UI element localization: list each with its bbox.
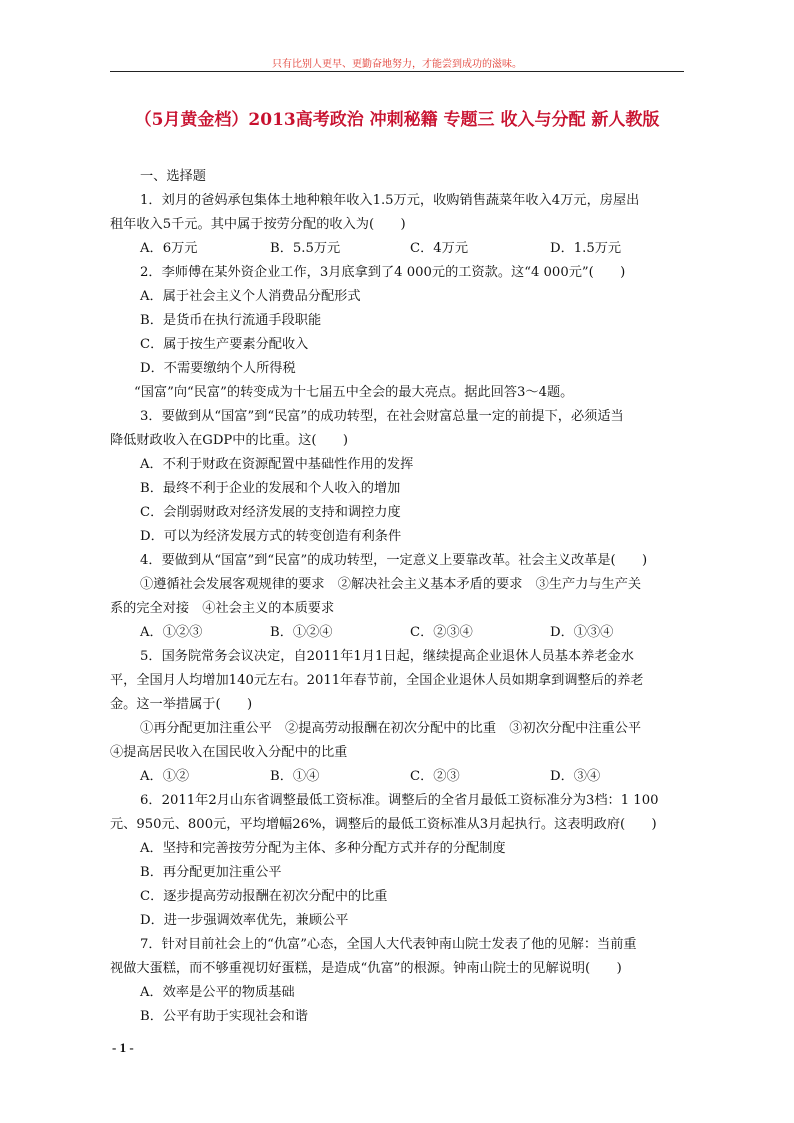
q6-option-d: D．进一步强调效率优先，兼顾公平 xyxy=(140,913,349,928)
q5-options xyxy=(110,765,684,789)
q5-statements: ①再分配更加注重公平 ②提高劳动报酬在初次分配中的比重 ③初次分配中注重公平 xyxy=(140,721,642,736)
q2-option-c: C．属于按生产要素分配收入 xyxy=(140,337,309,352)
q4-options xyxy=(110,621,684,645)
q6-text: 6．2011年2月山东省调整最低工资标准。调整后的全省月最低工资标准分为3档：1 100 xyxy=(140,793,659,808)
page-number: - 1 - xyxy=(112,1040,134,1055)
q4-statements: ①遵循社会发展客观规律的要求 ②解决社会主义基本矛盾的要求 ③生产力与生产关 xyxy=(140,577,642,592)
q5-text-cont: 平，全国月人均增加140元左右。2011年春节前，全国企业退休人员如期拿到调整后的养老 xyxy=(110,673,644,688)
q7-text-cont: 视做大蛋糕，而不够重视切好蛋糕，是造成“仇富”的根源。钟南山院士的见解说明( ) xyxy=(110,961,622,976)
q6-text-cont: 元、950元、800元，平均增幅26%，调整后的最低工资标准从3月起执行。这表明政府( ) xyxy=(110,817,657,832)
q6-option-a: A．坚持和完善按劳分配为主体、多种分配方式并存的分配制度 xyxy=(140,841,506,856)
q3-option-c: C．会削弱财政对经济发展的支持和调控力度 xyxy=(140,505,401,520)
q5-text-cont2: 金。这一举措属于( ) xyxy=(110,697,253,712)
q5-statements-cont: ④提高居民收入在国民收入分配中的比重 xyxy=(110,745,348,760)
q2-option-a: A．属于社会主义个人消费品分配形式 xyxy=(140,289,361,304)
q7-option-b: B．公平有助于实现社会和谐 xyxy=(140,1009,308,1024)
q4-text: 4．要做到从“国富”到“民富”的成功转型，一定意义上要靠改革。社会主义改革是( ) xyxy=(140,553,648,568)
q6-option-b: B．再分配更加注重公平 xyxy=(140,865,282,880)
q3-text: 3．要做到从“国富”到“民富”的成功转型，在社会财富总量一定的前提下，必须适当 xyxy=(140,409,624,424)
q6-option-c: C．逐步提高劳动报酬在初次分配中的比重 xyxy=(140,889,388,904)
q3-q4-intro: “国富”向“民富”的转变成为十七届五中全会的最大亮点。据此回答3～4题。 xyxy=(134,385,574,400)
q2-text: 2．李师傅在某外资企业工作，3月底拿到了4 000元的工资款。这“4 000元”( ) xyxy=(140,265,626,280)
q5-option-a: A．①② xyxy=(140,769,190,784)
q4-option-d: D．①③④ xyxy=(550,625,614,640)
q4-statements-cont: 系的完全对接 ④社会主义的本质要求 xyxy=(110,601,335,616)
q2-option-d: D．不需要缴纳个人所得税 xyxy=(140,361,296,376)
q1-option-d: D．1.5万元 xyxy=(550,241,622,256)
q2-option-b: B．是货币在执行流通手段职能 xyxy=(140,313,322,328)
section-heading: 一、选择题 xyxy=(140,169,206,184)
q5-option-c: C．②③ xyxy=(410,769,460,784)
q1-text: 1．刘月的爸妈承包集体土地种粮年收入1.5万元，收购销售蔬菜年收入4万元，房屋出 xyxy=(140,193,640,208)
q5-option-d: D．③④ xyxy=(550,769,601,784)
q7-text: 7．针对目前社会上的“仇富”心态，全国人大代表钟南山院士发表了他的见解：当前重 xyxy=(140,937,637,952)
q3-option-d: D．可以为经济发展方式的转变创造有利条件 xyxy=(140,529,402,544)
q1-option-b: B．5.5万元 xyxy=(270,241,341,256)
document-body xyxy=(110,165,684,1029)
q4-option-a: A．①②③ xyxy=(140,625,203,640)
header-rule xyxy=(110,71,684,72)
header-motto: 只有比别人更早、更勤奋地努力，才能尝到成功的滋味。 xyxy=(272,59,522,70)
q5-option-b: B．①④ xyxy=(270,769,320,784)
q5-text: 5．国务院常务会议决定，自2011年1月1日起，继续提高企业退休人员基本养老金水 xyxy=(140,649,634,664)
q3-text-cont: 降低财政收入在GDP中的比重。这( ) xyxy=(110,433,349,448)
q1-text-cont: 租年收入5千元。其中属于按劳分配的收入为( ) xyxy=(110,217,406,232)
q4-option-b: B．①②④ xyxy=(270,625,333,640)
q1-options xyxy=(110,237,684,261)
q7-option-a: A．效率是公平的物质基础 xyxy=(140,985,295,1000)
q1-option-a: A．6万元 xyxy=(140,241,198,256)
document-title: （5月黄金档）2013高考政治 冲刺秘籍 专题三 收入与分配 新人教版 xyxy=(134,110,660,130)
q3-option-a: A．不利于财政在资源配置中基础性作用的发挥 xyxy=(140,457,414,472)
q1-option-c: C．4万元 xyxy=(410,241,469,256)
q3-option-b: B．最终不利于企业的发展和个人收入的增加 xyxy=(140,481,401,496)
q4-option-c: C．②③④ xyxy=(410,625,473,640)
